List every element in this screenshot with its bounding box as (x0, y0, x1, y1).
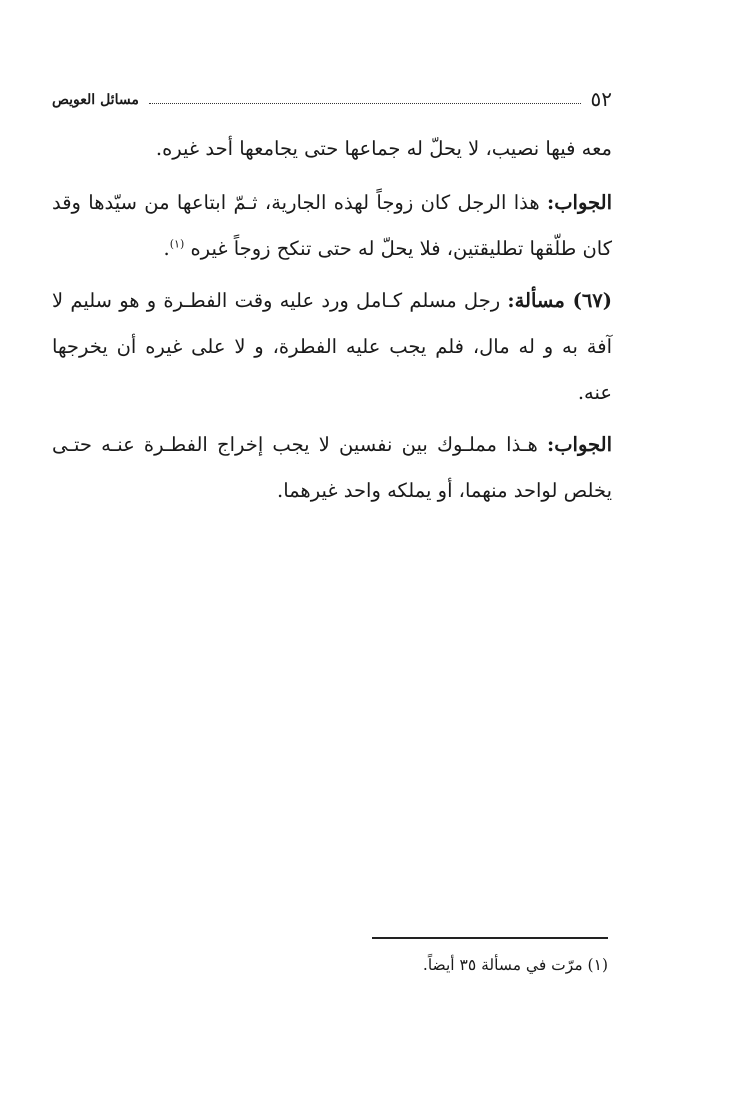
footnote-reference[interactable]: (١) (169, 237, 185, 251)
body-text (52, 126, 612, 520)
question-label: (٦٧) مسألة: (507, 289, 612, 312)
question-paragraph (52, 278, 612, 416)
footnote-separator (372, 937, 608, 939)
page-number: ٥٢ (590, 87, 612, 111)
footnote-text: (١) مرّت في مسألة ٣٥ أيضاً. (422, 956, 608, 974)
paragraph-text: معه فيها نصيب، لا يحلّ له جماعها حتى يجامعها أحد غيره. (155, 137, 612, 160)
answer-text-end: . (163, 237, 170, 260)
answer-paragraph (52, 180, 612, 272)
running-header (52, 86, 612, 110)
footnote (52, 952, 608, 978)
answer-label: الجواب: (547, 191, 612, 214)
question-text: رجل مسلم كـامل ورد عليه وقت الفطـرة و هو سليم لا آفة به و له مال، فلم يجب عليه الفطرة، و لا على غيره أن يخرجها عنه. (52, 289, 612, 404)
answer-label: الجواب: (547, 433, 612, 456)
header-dotted-leader (149, 103, 581, 104)
paragraph-continued (52, 126, 612, 172)
answer-text: هذا الرجل كان زوجاً لهذه الجارية، ثـمّ ابتاعها من سيّدها وقد كان طلّقها تطليقتين، فلا يحلّ له حتى تنكح زوجاً غيره (52, 191, 612, 260)
running-title: مسائل العويص (52, 92, 139, 108)
answer-text: هـذا مملـوك بين نفسين لا يجب إخراج الفطـرة عنـه حتـى يخلص لواحد منهما، أو يملكه واحد غيرهما. (52, 433, 612, 502)
answer-paragraph (52, 422, 612, 514)
